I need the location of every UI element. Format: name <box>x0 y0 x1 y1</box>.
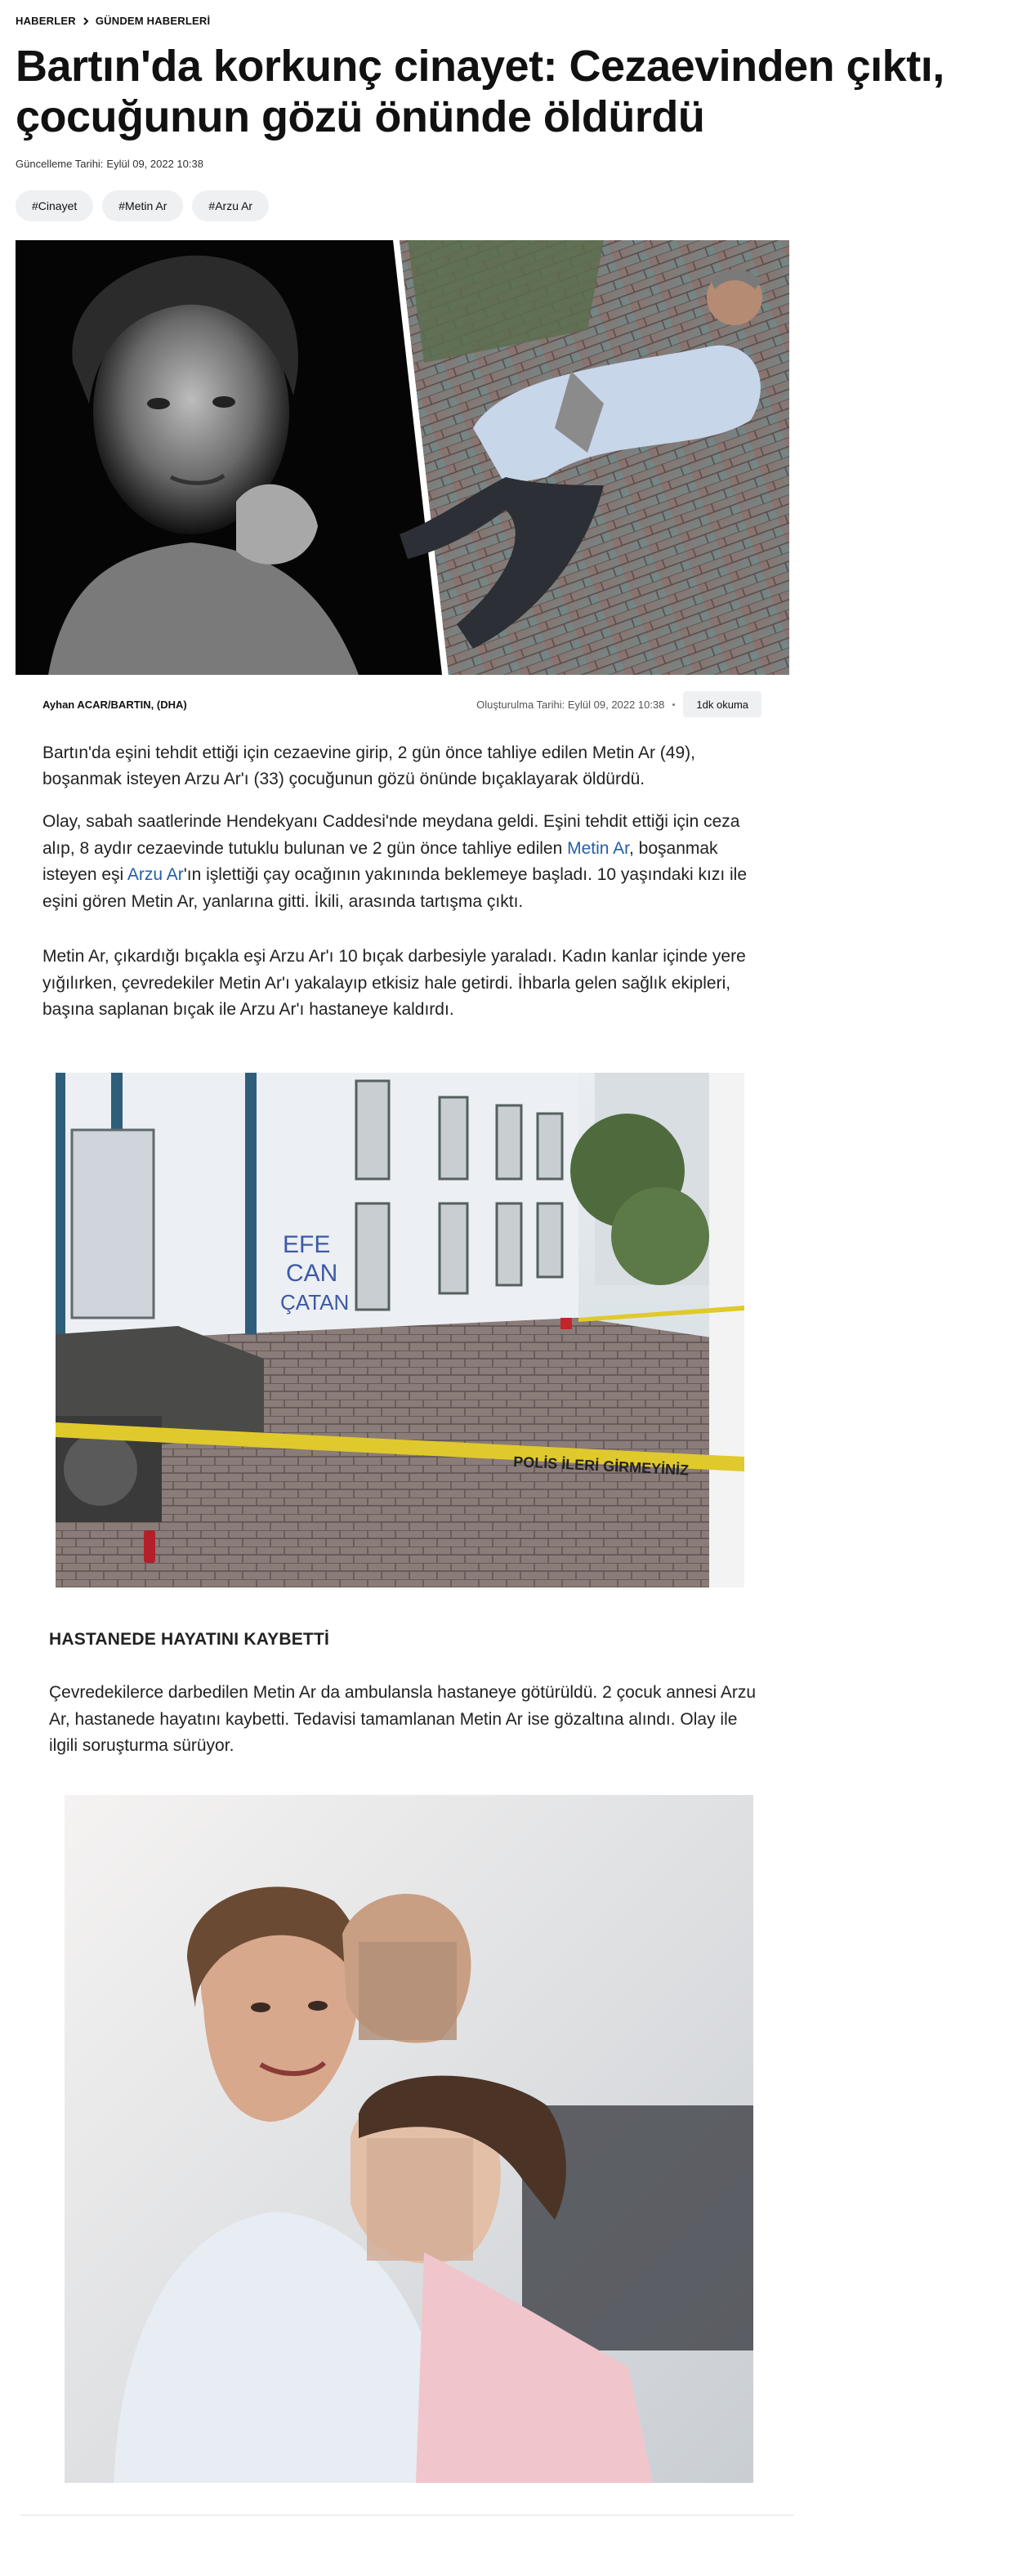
created-label: Oluşturulma Tarihi: <box>476 698 565 711</box>
tag-cinayet[interactable]: #Cinayet <box>16 190 93 221</box>
police-tape-text: POLİS İLERİ GİRMEYİNİZ <box>512 1453 690 1479</box>
tag-list <box>16 190 269 221</box>
family-photo <box>65 1795 753 2483</box>
paragraph-text: 'ın işlettiği çay ocağının yakınında beklemeye başladı. 10 yaşındaki kızı ile eşini gören Metin Ar, yanlarına gitti. İkili, arasında tartışma çıktı. <box>42 865 747 911</box>
graffiti-text: ÇATAN <box>280 1290 350 1315</box>
hero-image <box>16 240 789 675</box>
article-meta <box>42 691 761 717</box>
meta-right <box>476 691 761 717</box>
updated-label: Güncelleme Tarihi: <box>16 158 104 170</box>
article-lead: Bartın'da eşini tehdit ettiği için cezaevine girip, 2 gün önce tahliye edilen Metin Ar (49), boşanmak isteyen Arzu Ar'ı (33) çocuğunun gözü önünde bıçaklayarak öldürdü. <box>42 743 695 788</box>
tag-metin-ar[interactable]: #Metin Ar <box>102 190 183 221</box>
paragraph-text: Olay, sabah saatlerinde Hendekyanı Caddesi'nde meydana geldi. Eşini tehdit ettiği için ceza alıp, 8 aydır cezaevinde tutuklu bulunan ve 2 gün önce tahliye edilen <box>42 812 740 858</box>
article-divider <box>20 2515 794 2516</box>
link-metin-ar[interactable]: Metin Ar <box>567 838 629 858</box>
article-title: Bartın'da korkunç cinayet: Cezaevinden çıktı, çocuğunun gözü önünde öldürdü <box>16 42 944 141</box>
author-name: Ayhan ACAR/BARTIN, (DHA) <box>42 698 187 711</box>
graffiti-text: CAN <box>286 1260 338 1287</box>
section-heading: HASTANEDE HAYATINI KAYBETTİ <box>49 1630 330 1649</box>
article-paragraph-3: Çevredekilerce darbedilen Metin Ar da ambulansla hastaneye götürüldü. 2 çocuk annesi Arzu Ar, hastanede hayatını kaybetti. Tedavisi tamamlanan Metin Ar ise gözaltına alındı. Olay ile ilgili soruşturma sürüyor. <box>49 1683 757 1755</box>
chevron-right-icon <box>81 16 91 26</box>
tag-arzu-ar[interactable]: #Arzu Ar <box>192 190 269 221</box>
graffiti-text: EFE <box>283 1231 331 1258</box>
created-value: Eylül 09, 2022 10:38 <box>567 698 665 711</box>
updated-date <box>16 158 203 170</box>
link-arzu-ar[interactable]: Arzu Ar <box>127 865 184 884</box>
paragraph-text: , boşanmak isteyen eşi <box>42 838 718 884</box>
breadcrumb-home-link[interactable]: HABERLER <box>16 15 76 27</box>
article-paragraph-1 <box>42 809 753 915</box>
read-time-badge: 1dk okuma <box>683 691 761 717</box>
breadcrumb-section-link[interactable]: GÜNDEM HABERLERİ <box>95 15 211 27</box>
breadcrumb <box>16 15 210 27</box>
crime-scene-image <box>56 1073 744 1587</box>
separator-dot <box>672 703 675 706</box>
updated-value: Eylül 09, 2022 10:38 <box>106 158 203 170</box>
article-paragraph-2: Metin Ar, çıkardığı bıçakla eşi Arzu Ar'ı 10 bıçak darbesiyle yaraladı. Kadın kanlar içinde yere yığılırken, çevredekiler Metin Ar'ı yakalayıp etkisiz hale getirdi. İhbarla gelen sağlık ekipleri, başına saplanan bıçak ile Arzu Ar'ı hastaneye kaldırdı. <box>42 947 746 1019</box>
created-date <box>476 699 664 711</box>
